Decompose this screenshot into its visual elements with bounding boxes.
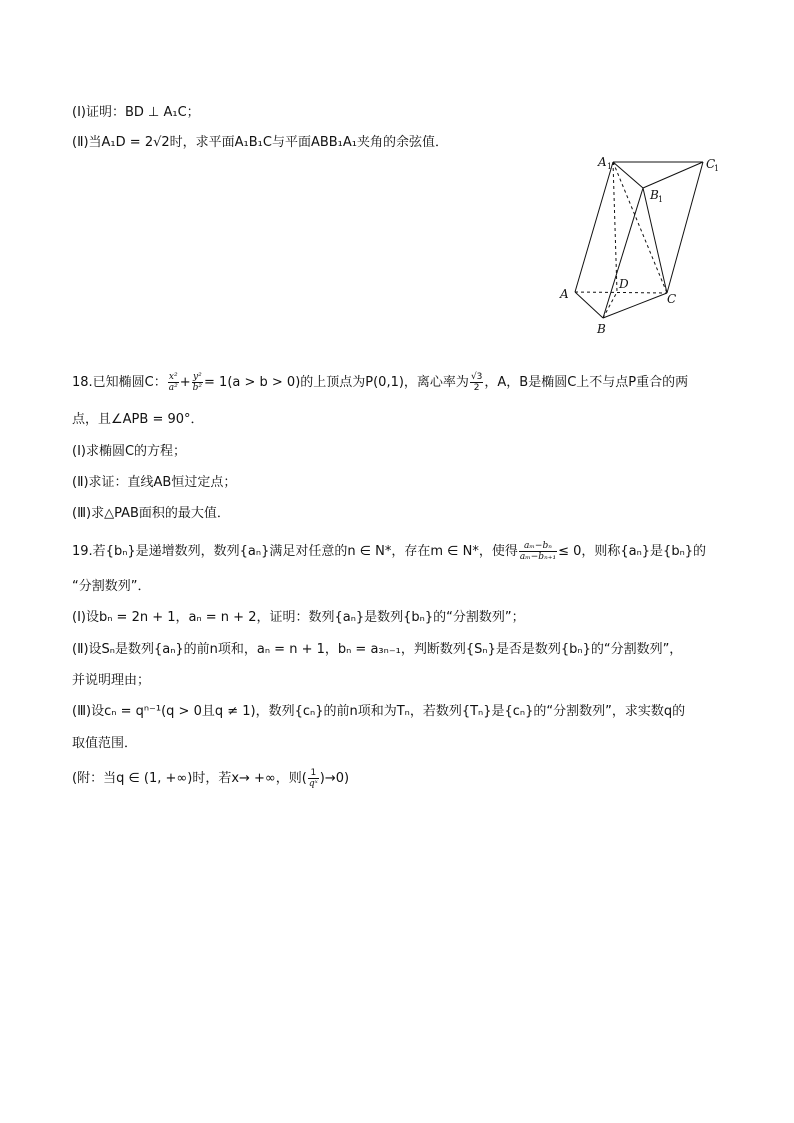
edge-C-C1 [667,162,703,293]
fraction-1-qx: $\frac{1}{\text{qˣ}}$ [308,768,318,789]
edge-A-C-dashed [575,292,667,293]
problem18-part3: (Ⅲ)求△PAB面积的最大值． [72,506,230,521]
problem18-stem-c: ，A，B是椭圆C上不与点P重合的两 [484,375,689,390]
problem18-stem-line2: 点，且∠APB = 90°． [72,412,204,427]
problem19-stem-a: 19.若{bₙ}是递增数列，数列{aₙ}满足对任意的n ∈ N*，存在m ∈ N*，使得 [72,544,518,559]
problem19-part3-line1: (Ⅲ)设cₙ = qⁿ⁻¹(q > 0且q ≠ 1)，数列{cₙ}的前n项和为Tₙ，若数列{Tₙ}是{cₙ}的“分割数列”，求实数q的 [72,704,686,719]
edge-A-B [575,292,603,318]
edge-A1-D-dashed [613,162,617,292]
label-B: B [597,322,606,336]
problem19-stem-line1 [72,541,706,562]
problem19-part1: (Ⅰ)设bₙ = 2n + 1，aₙ = n + 2，证明：数列{aₙ}是数列{bₙ}的“分割数列”； [72,610,525,625]
label-C: C [667,292,677,306]
fraction-y2-b2: $\frac{\text{y²}}{\text{b²}}$ [192,372,203,393]
edge-B1-C1 [643,162,703,188]
problem18-part1: (Ⅰ)求椭圆C的方程； [72,444,187,459]
problem18-stem-line1 [72,372,688,393]
label-A: A [560,287,569,301]
note-a: (附：当q ∈ (1, +∞)时，若x→ +∞，则( [72,771,307,786]
label-C1-sub: 1 [714,164,720,173]
problem19-note [72,768,349,789]
note-b: )→0) [319,771,350,786]
label-B1: B [650,188,659,202]
prism-figure [555,150,730,340]
edge-B1-C [643,188,667,293]
label-B1-sub: 1 [658,195,664,204]
edge-A1-B1 [613,162,643,188]
problem18-part2: (Ⅱ)求证：直线AB恒过定点； [72,475,237,490]
edge-A-A1 [575,162,613,292]
fraction-sqrt3-2: $\frac{√3}{2}$ [470,372,483,393]
problem18-stem-a: 18.已知椭圆C： [72,375,167,390]
edge-B-C [603,293,667,318]
label-C1: C [706,157,716,171]
plus-sign: + [179,375,191,390]
problem19-stem-line2: “分割数列”． [72,579,151,594]
problem19-part3-line2: 取值范围． [72,736,138,751]
fraction-am-bn: $\frac{\text{aₘ−bₙ}}{\text{aₘ−bₙ₊₁}}$ [519,541,557,562]
label-A1: A [598,155,607,169]
problem17-part1: (Ⅰ)证明：BD ⊥ A₁C； [72,105,200,120]
problem19-part2-line1: (Ⅱ)设Sₙ是数列{aₙ}的前n项和，aₙ = n + 1，bₙ = a₃ₙ₋₁，判断数列{Sₙ}是否是数列{bₙ}的“分割数列”， [72,642,683,657]
problem17-part2: (Ⅱ)当A₁D = 2√2时，求平面A₁B₁C与平面ABB₁A₁夹角的余弦值． [72,135,448,150]
fraction-x2-a2: $\frac{\text{x²}}{\text{a²}}$ [168,372,178,393]
label-A1-sub: 1 [607,162,613,171]
problem19-stem-b: ≤ 0，则称{aₙ}是{bₙ}的 [558,544,707,559]
problem18-stem-b: = 1(a > b > 0)的上顶点为P(0,1)，离心率为 [204,375,469,390]
problem19-part2-line2: 并说明理由； [72,673,151,688]
label-D: D [619,277,629,291]
edge-B-B1 [603,188,643,318]
